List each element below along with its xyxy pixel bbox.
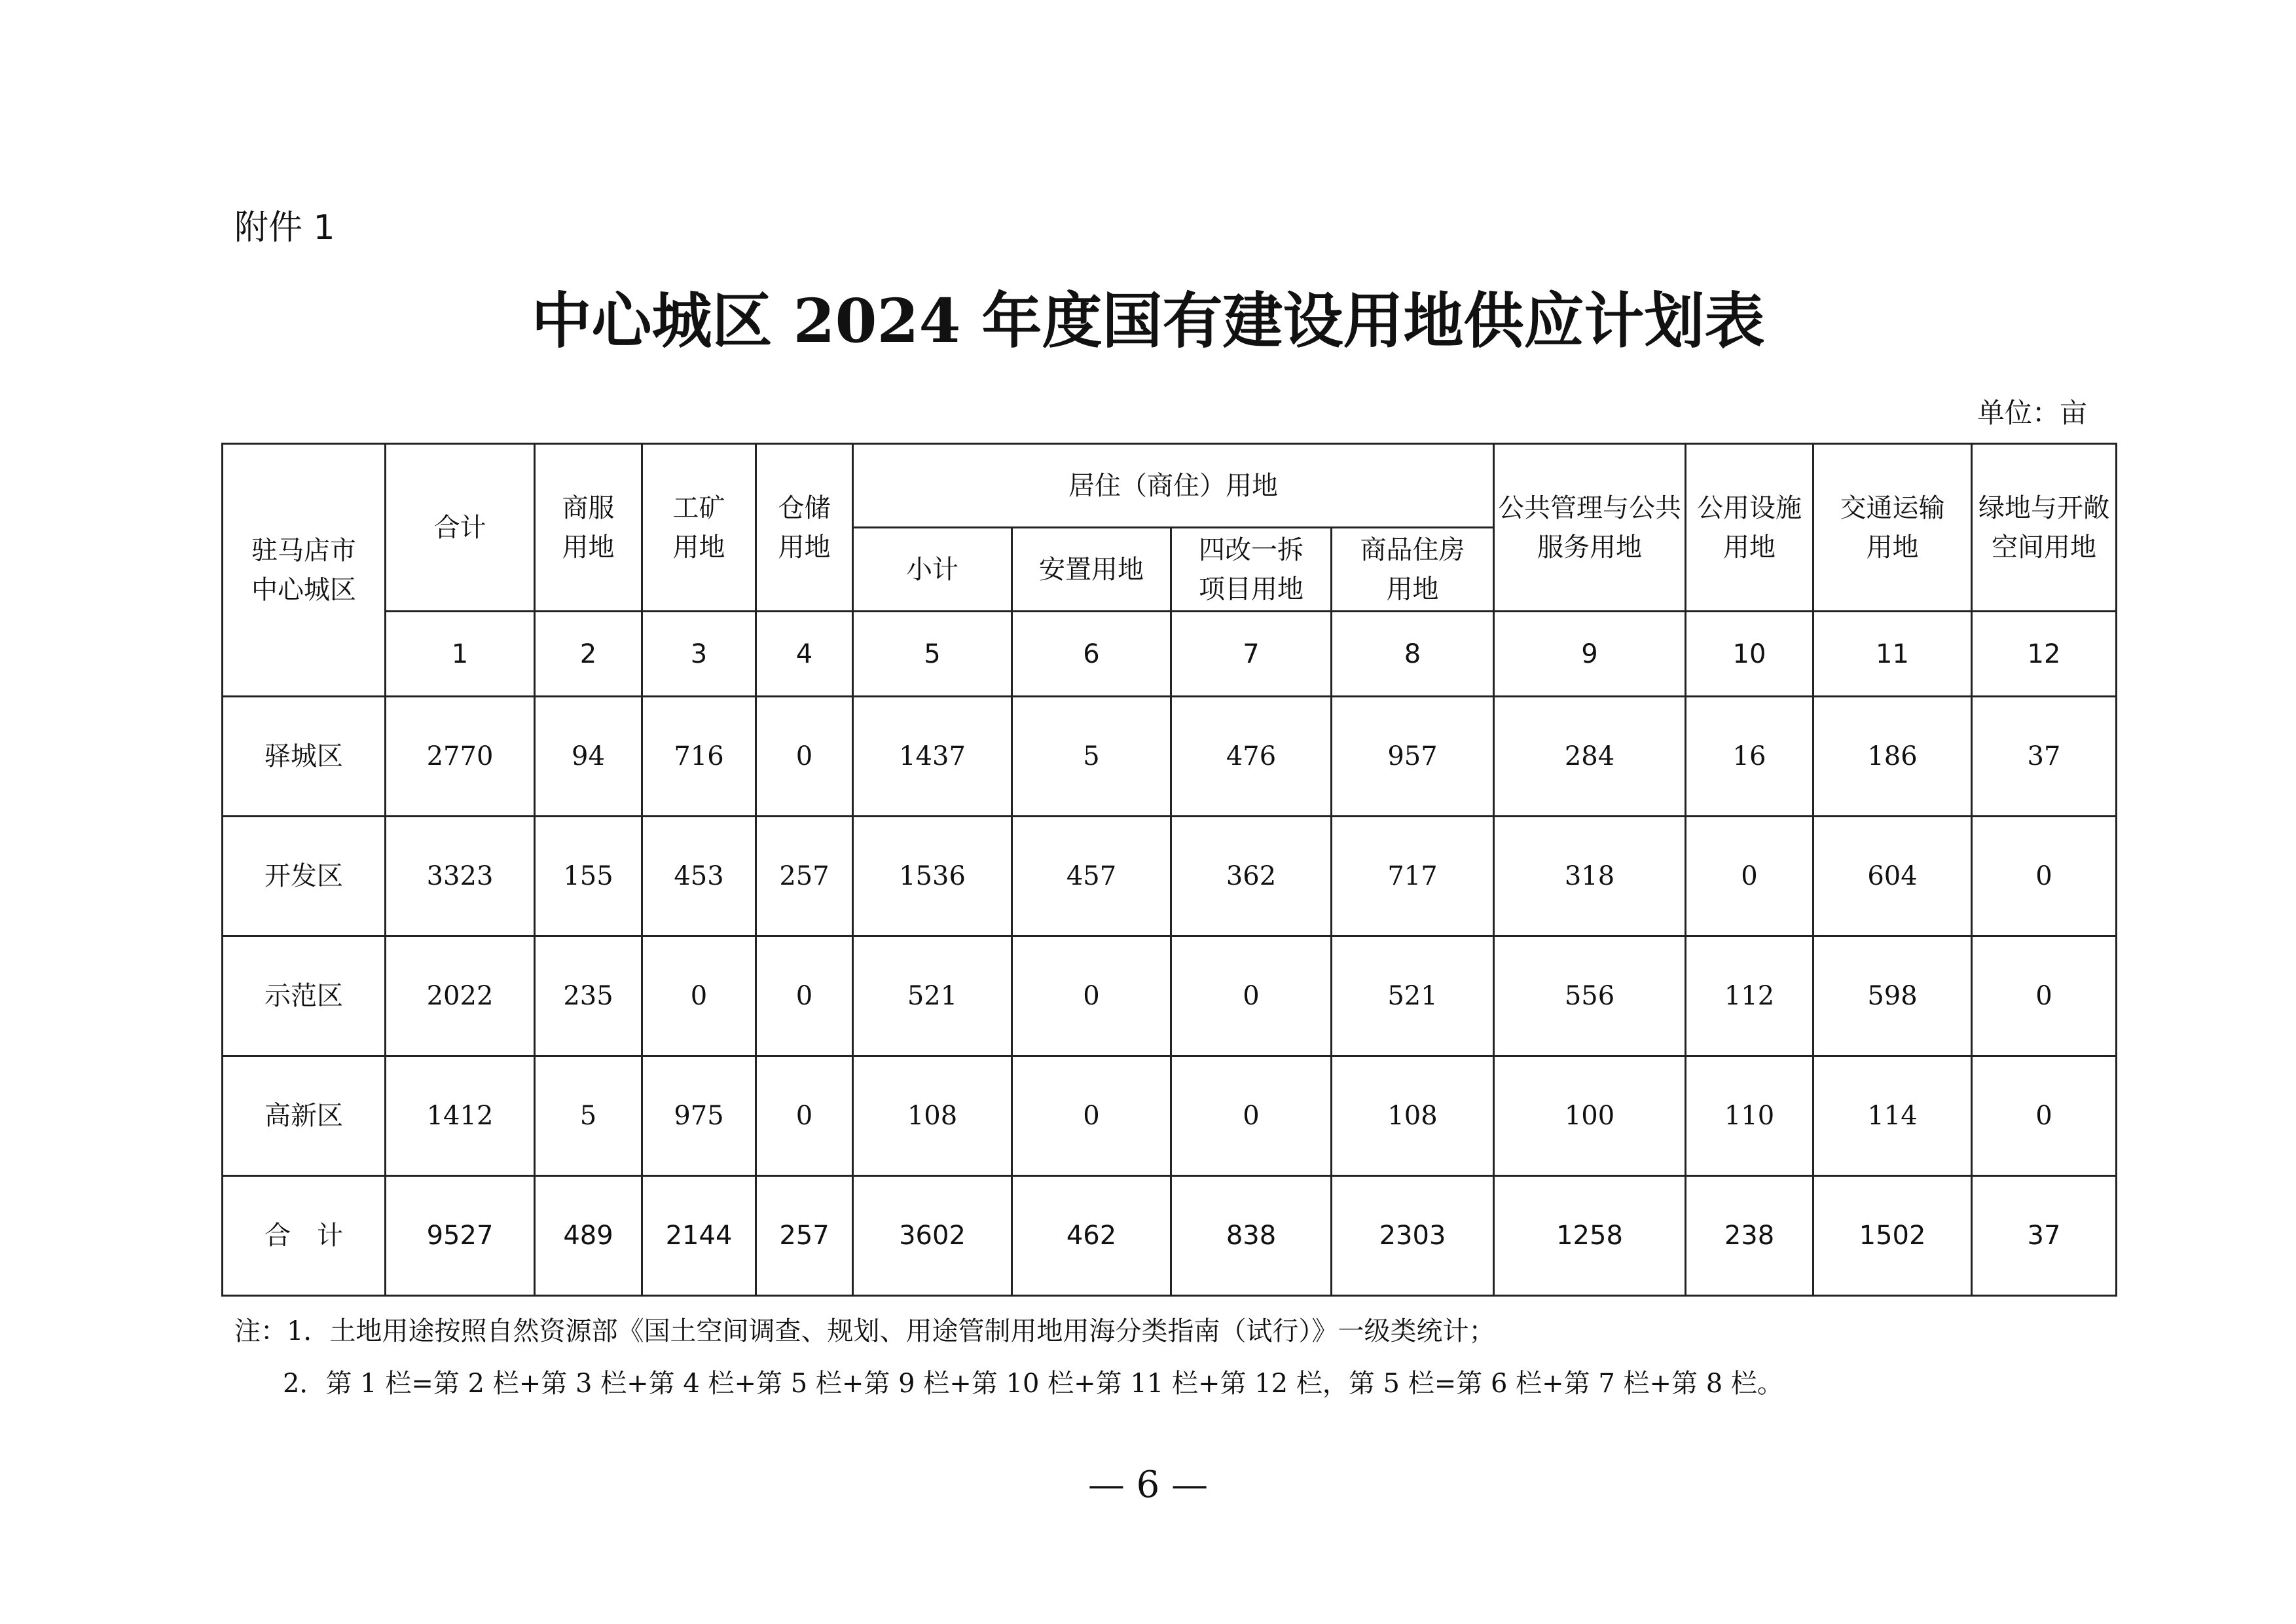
total-cell: 1258 [1494, 1176, 1686, 1296]
unit-label: 单位：亩 [1977, 397, 2088, 429]
table-cell: 0 [1972, 817, 2117, 936]
land-supply-plan-table [221, 443, 2117, 1297]
table-cell: 716 [642, 697, 756, 817]
table-cell: 0 [642, 936, 756, 1056]
table-cell: 0 [1171, 1056, 1332, 1176]
table-cell: 1437 [853, 697, 1012, 817]
header-public-service: 公共管理与公共 服务用地 [1494, 444, 1686, 612]
column-number: 7 [1171, 612, 1332, 697]
table-cell: 0 [1012, 1056, 1171, 1176]
district-name: 示范区 [223, 936, 386, 1056]
table-cell: 521 [1332, 936, 1494, 1056]
table-cell: 108 [1332, 1056, 1494, 1176]
table-cell: 186 [1813, 697, 1972, 817]
total-cell: 37 [1972, 1176, 2117, 1296]
total-cell: 1502 [1813, 1176, 1972, 1296]
header-transport: 交通运输 用地 [1813, 444, 1972, 612]
note-2: 2．第 1 栏=第 2 栏+第 3 栏+第 4 栏+第 5 栏+第 9 栏+第 10 栏+第 11 栏+第 12 栏，第 5 栏=第 6 栏+第 7 栏+第 8 栏。 [283, 1369, 1783, 1399]
header-industrial: 工矿 用地 [642, 444, 756, 612]
table-cell: 235 [535, 936, 642, 1056]
column-number: 8 [1332, 612, 1494, 697]
table-cell: 5 [535, 1056, 642, 1176]
column-number: 1 [386, 612, 535, 697]
header-resettlement: 安置用地 [1012, 528, 1171, 612]
table-cell: 16 [1686, 697, 1813, 817]
table-cell: 476 [1171, 697, 1332, 817]
header-total: 合计 [386, 444, 535, 612]
table-cell: 2770 [386, 697, 535, 817]
column-number: 12 [1972, 612, 2117, 697]
table-cell: 114 [1813, 1056, 1972, 1176]
table-row [223, 817, 2117, 936]
table-cell: 0 [1686, 817, 1813, 936]
corner-header: 驻马店市 中心城区 [223, 444, 386, 697]
table-cell: 100 [1494, 1056, 1686, 1176]
total-cell: 9527 [386, 1176, 535, 1296]
table-row [223, 697, 2117, 817]
table-cell: 257 [756, 817, 853, 936]
page-number: — 6 — [1087, 1464, 1209, 1506]
header-commercial: 商服 用地 [535, 444, 642, 612]
table-cell: 521 [853, 936, 1012, 1056]
table-cell: 362 [1171, 817, 1332, 936]
column-number: 2 [535, 612, 642, 697]
total-cell: 489 [535, 1176, 642, 1296]
table-cell: 0 [1171, 936, 1332, 1056]
table-cell: 0 [1012, 936, 1171, 1056]
table-row [223, 1056, 2117, 1176]
total-label: 合 计 [223, 1176, 386, 1296]
table-cell: 0 [756, 936, 853, 1056]
table-cell: 5 [1012, 697, 1171, 817]
note-1: 注：1．土地用途按照自然资源部《国土空间调查、规划、用途管制用地用海分类指南（试行）》一级类统计； [234, 1316, 1495, 1346]
table-cell: 598 [1813, 936, 1972, 1056]
total-cell: 462 [1012, 1176, 1171, 1296]
column-number: 6 [1012, 612, 1171, 697]
table-cell: 155 [535, 817, 642, 936]
header-residential-group: 居住（商住）用地 [853, 444, 1494, 528]
table-cell: 37 [1972, 697, 2117, 817]
attachment-label: 附件 1 [234, 208, 335, 248]
table-cell: 453 [642, 817, 756, 936]
header-utilities: 公用设施 用地 [1686, 444, 1813, 612]
table-cell: 108 [853, 1056, 1012, 1176]
table-cell: 0 [1972, 936, 2117, 1056]
table-cell: 0 [1972, 1056, 2117, 1176]
column-number: 3 [642, 612, 756, 697]
column-number: 11 [1813, 612, 1972, 697]
total-cell: 2144 [642, 1176, 756, 1296]
table-cell: 717 [1332, 817, 1494, 936]
table-cell: 318 [1494, 817, 1686, 936]
header-commodity-housing: 商品住房 用地 [1332, 528, 1494, 612]
table-cell: 0 [756, 697, 853, 817]
header-storage: 仓储 用地 [756, 444, 853, 612]
table-row [223, 936, 2117, 1056]
header-green-space: 绿地与开敞 空间用地 [1972, 444, 2117, 612]
table-cell: 110 [1686, 1056, 1813, 1176]
document-title: 中心城区 2024 年度国有建设用地供应计划表 [531, 286, 1765, 356]
table-cell: 957 [1332, 697, 1494, 817]
table-cell: 284 [1494, 697, 1686, 817]
total-cell: 2303 [1332, 1176, 1494, 1296]
header-renovation-project: 四改一拆 项目用地 [1171, 528, 1332, 612]
header-residential-subtotal: 小计 [853, 528, 1012, 612]
table-cell: 0 [756, 1056, 853, 1176]
total-cell: 257 [756, 1176, 853, 1296]
table-cell: 604 [1813, 817, 1972, 936]
table-cell: 556 [1494, 936, 1686, 1056]
district-name: 高新区 [223, 1056, 386, 1176]
table-cell: 1536 [853, 817, 1012, 936]
column-number: 5 [853, 612, 1012, 697]
column-number: 4 [756, 612, 853, 697]
table-cell: 1412 [386, 1056, 535, 1176]
table-cell: 2022 [386, 936, 535, 1056]
table-cell: 112 [1686, 936, 1813, 1056]
column-number: 10 [1686, 612, 1813, 697]
district-name: 开发区 [223, 817, 386, 936]
column-number: 9 [1494, 612, 1686, 697]
total-cell: 838 [1171, 1176, 1332, 1296]
column-number-row [223, 612, 2117, 697]
total-cell: 3602 [853, 1176, 1012, 1296]
table-cell: 975 [642, 1056, 756, 1176]
table-cell: 457 [1012, 817, 1171, 936]
total-cell: 238 [1686, 1176, 1813, 1296]
total-row [223, 1176, 2117, 1296]
district-name: 驿城区 [223, 697, 386, 817]
table-cell: 94 [535, 697, 642, 817]
table-cell: 3323 [386, 817, 535, 936]
